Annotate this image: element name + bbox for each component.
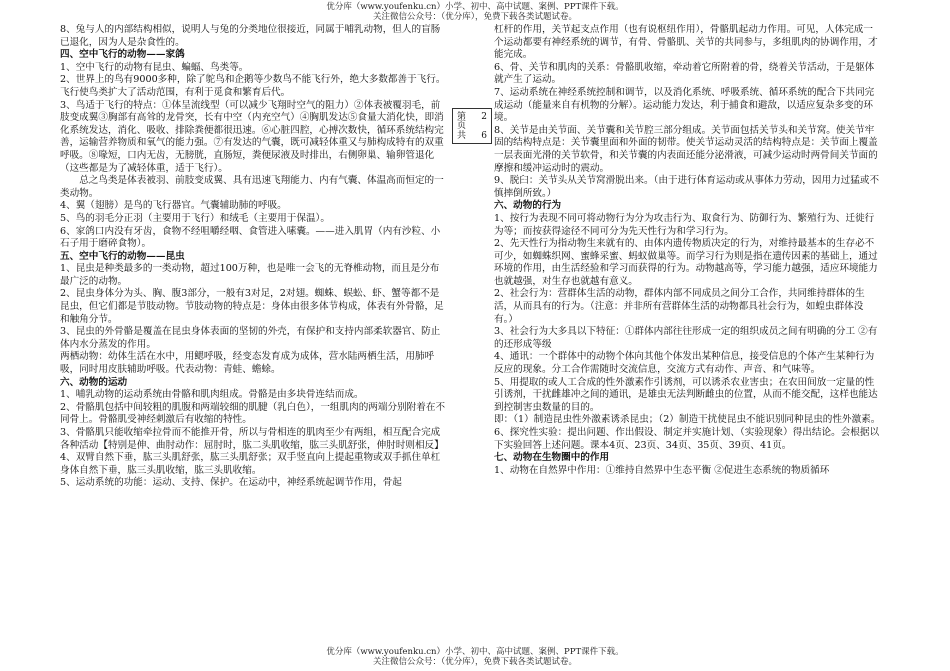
left-para: 5、运动系统的功能：运动、支持、保护。在运动中，神经系统起调节作用，骨起: [60, 477, 402, 489]
page-label-gong: 共: [457, 131, 467, 141]
header-line-1: 优分库（www.youfenku.cn）小学、初中、高中试题、案例、PPT课件下载。: [326, 2, 624, 12]
left-column: [60, 24, 448, 644]
left-para: 2、昆虫身体分为头、胸、腹3部分，一般有3对足，2对翅。蜘蛛、蜈蚣、虾、蟹等都不是昆虫，但它们都是节肢动物。节肢动物的特点是：身体由很多体节构成，体表有外骨骼，足和触角分节。: [60, 288, 444, 325]
right-para: 即：（1）制造昆虫性外激素诱杀昆虫；（2）制造干扰使昆虫不能识别同种昆虫的性外激素。: [494, 414, 881, 426]
right-para: 7、运动系统在神经系统控制和调节，以及消化系统、呼吸系统、循环系统的配合下共同完成运动（能量来自有机物的分解）。运动能力发达，利于捕食和避敌，以适应复杂多变的环境。: [494, 86, 875, 124]
right-para: 2、社会行为：营群体生活的动物，群体内部不同成员之间分工合作，共同维持群体的生活，从而具有的行为。（注意：并非所有营群体生活的动物都具社会行为，如蝗虫群体没有。）: [494, 288, 865, 325]
left-para: 总之鸟类是体表被羽、前肢变成翼、具有迅速飞翔能力、内有气囊、体温高而恒定的一类动物。: [60, 175, 444, 199]
right-para: 6、骨、关节和肌肉的关系：骨骼肌收缩，牵动着它所附着的骨，绕着关节活动，于是躯体就产生了运动。: [494, 61, 875, 86]
right-para: 2、先天性行为指动物生来就有的、由体内遗传物质决定的行为，对维持最基本的生存必不可少，如蜘蛛织网、蜜蜂采蜜、蚂蚁做巢等。而学习行为则是指在遗传因素的基础上，通过环境的作用，由生活经验和学习而获得的行为。动物越高等，学习能力越强，适应环境能力也就越强，对生存也就越有意义。: [494, 238, 878, 287]
left-para: 两栖动物：幼体生活在水中，用鳃呼吸，经变态发育成为成体，营水陆两栖生活，用肺呼吸，同时用皮肤辅助呼吸。代表动物：青蛙、蟾蜍。: [60, 351, 435, 376]
section-heading: 五、空中飞行的动物——昆虫: [60, 250, 185, 262]
left-para: 3、鸟适于飞行的特点：①体呈流线型（可以减少飞翔时空气的阻力）②体表被覆羽毛，前肢变成翼③胸部有高耸的龙骨突，长有中空（内充空气）④胸肌发达⑤食量大消化快，即消化系统发达，消化、吸收、排除粪便都很迅速。⑥心脏四腔，心搏次数快，循环系统结构完善，运输营养物质和氧气的能力强。⑦有发达的气囊，既可减轻体重又与肺构成特有的双重呼吸。⑧喙短，口内无齿，无膀胱，直肠短，粪便尿液及时排出，右侧卵巢、输卵管退化（这些都是为了减轻体重，适于飞行）。: [60, 99, 444, 174]
right-para: 9、脱臼：关节头从关节窝滑脱出来。（由于进行体育运动或从事体力劳动，因用力过猛或不慎摔倒所致。）: [494, 175, 880, 199]
left-para: 5、鸟的羽毛分正羽（主要用于飞行）和绒毛（主要用于保温）。: [60, 212, 330, 224]
section-heading: 六、动物的运动: [60, 376, 128, 388]
left-para: 1、空中飞行的动物有昆虫、蝙蝠、鸟类等。: [60, 61, 249, 73]
right-para: 8、关节是由关节面、关节囊和关节腔三部分组成。关节面包括关节头和关节窝。使关节牢固的结构特点是：关节囊里面和外面的韧带。使关节运动灵活的结构特点是：关节面上覆盖一层表面光滑的关节软骨，和关节囊的内表面还能分泌滑液，可减少运动时两骨间关节面的摩擦和缓冲运动时的震动。: [494, 124, 878, 174]
right-para: 杠杆的作用，关节起支点作用（也有说枢纽作用），骨骼肌起动力作用。可见，人体完成一个运动都要有神经系统的调节，有骨、骨骼肌、关节的共同参与，多组肌肉的协调作用，才能完成。: [494, 24, 878, 61]
footer-line-1: 优分库（www.youfenku.cn）小学、初中、高中试题、案例、PPT课件下载。: [326, 647, 624, 657]
left-para: 8、兔与人的内部结构相似，说明人与兔的分类地位很接近，同属于哺乳动物，但人的盲肠已退化，因为人是杂食性的。: [60, 24, 441, 48]
page-label-di: 第: [457, 112, 467, 122]
page-label-ye: 页: [457, 121, 467, 131]
left-para: 1、昆虫是种类最多的一类动物，超过100万种，也是唯一会飞的无脊椎动物，而且是分布最广泛的动物。: [60, 263, 440, 287]
left-para: 6、家鸽口内没有牙齿，食物不经咀嚼经咽、食管进入嗉囊。——进入肌胃（内有沙粒、小石子用于磨碎食物）。: [60, 225, 441, 250]
right-para: 1、动物在自然界中作用：①维持自然界中生态平衡 ②促进生态系统的物质循环: [494, 464, 830, 476]
page-number: 2: [481, 112, 487, 122]
right-para: 4、通讯：一个群体中的动物个体向其他个体发出某种信息，接受信息的个体产生某种行为反应的现象。分工合作需随时交流信息，交流方式有动作、声音、和气味等。: [494, 351, 875, 376]
left-para: 1、哺乳动物的运动系统由骨骼和肌肉组成。骨骼是由多块骨连结而成。: [60, 389, 364, 401]
section-heading: 七、动物在生物圈中的作用: [494, 452, 610, 464]
page-total: 6: [481, 131, 487, 141]
section-heading: 四、空中飞行的动物——家鸽: [60, 49, 185, 61]
left-para: 3、骨骼肌只能收缩牵拉骨而不能推开骨，所以与骨相连的肌肉至少有两组，相互配合完成各种活动【特别是伸、曲肘动作：屈肘时，肱二头肌收缩，肱三头肌舒张，伸肘时则相反】: [60, 427, 444, 451]
footer-line-2: 关注微信公众号：（优分库），免费下载各类试题试卷。: [372, 657, 577, 667]
right-column: [494, 24, 882, 644]
left-para: 2、骨骼肌包括中间较粗的肌腹和两端较细的肌腱（乳白色），一组肌肉的两端分别附着在不同骨上。骨骼肌受神经刺激后有收缩的特性。: [60, 401, 446, 426]
header-line-2: 关注微信公众号：（优分库），免费下载各类试题试卷。: [372, 12, 577, 22]
left-para: 4、翼（翅膀）是鸟的飞行器官。气囊辅助肺的呼吸。: [60, 200, 287, 212]
left-para: 3、昆虫的外骨骼是覆盖在昆虫身体表面的坚韧的外壳，有保护和支持内部柔软器官、防止体内水分蒸发的作用。: [60, 326, 441, 350]
section-heading: 六、动物的行为: [494, 200, 562, 212]
left-para: 2、世界上的鸟有9000多种，除了鸵鸟和企鹅等少数鸟不能飞行外，绝大多数都善于飞行。飞行使鸟类扩大了活动范围，有利于觅食和繁育后代。: [60, 74, 446, 98]
right-para: 5、用提取的或人工合成的性外激素作引诱剂，可以诱杀农业害虫；在农田间放一定量的性引诱剂，干扰雌雄冲之间的通讯，是雄虫无法判断雌虫的位置，从而不能交配，这样也能达到控制害虫数量的目的。: [494, 376, 878, 413]
right-para: 6、探究性实验：提出问题、作出假设、制定并实施计划、（实验现象）得出结论。会根据以下实验回答上述问题。课本4页、23页、34页、35页、39页、41页。: [494, 427, 880, 451]
page-number-box: [452, 108, 492, 144]
right-para: 1、按行为表现不同可将动物行为分为攻击行为、取食行为、防御行为、繁殖行为、迁徙行为等；而按获得途径不同可分为先天性行为和学习行为。: [494, 212, 875, 237]
right-para: 3、社会行为大多具以下特征：①群体内部往往形成一定的组织成员之间有明确的分工 ②有的还形成等级: [494, 326, 878, 350]
left-para: 4、双臂自然下垂，肱三头肌舒张，肱三头肌舒张；双手竖直向上提起重物或双手抓住单杠身体自然下垂，肱三头肌收缩，肱三头肌收缩。: [60, 452, 441, 476]
